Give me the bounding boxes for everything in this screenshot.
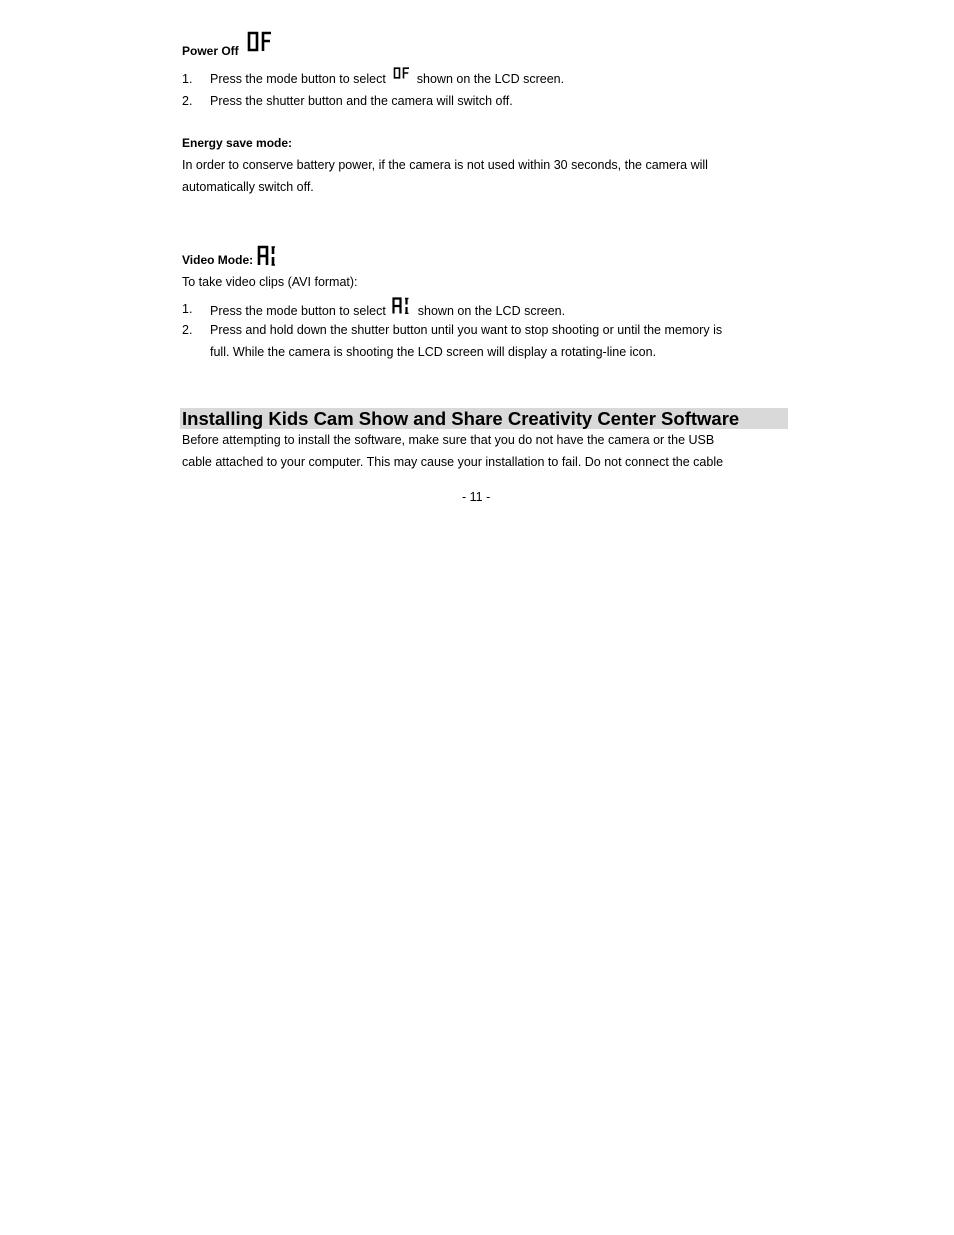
install-line-1: Before attempting to install the software, make sure that you do not have the camera or the USB [182, 433, 715, 447]
power-off-title: Power Off [182, 44, 239, 58]
lcd-ai-icon [257, 245, 278, 271]
step-number: 1. [182, 72, 193, 86]
install-section-heading: Installing Kids Cam Show and Share Creativity Center Software [182, 408, 740, 429]
video-mode-step-2-line-1: Press and hold down the shutter button until you want to stop shooting or until the memory is [210, 323, 723, 337]
video-mode-intro: To take video clips (AVI format): [182, 275, 358, 289]
lcd-of-icon [393, 67, 410, 79]
power-off-step-1: Press the mode button to select shown on the LCD screen. [210, 68, 564, 90]
power-off-step-2: Press the shutter button and the camera will switch off. [210, 94, 513, 108]
video-mode-step-1: Press the mode button to select shown on the LCD screen. [210, 298, 565, 322]
energy-save-title: Energy save mode: [182, 136, 293, 150]
video-mode-title: Video Mode: [182, 253, 254, 267]
install-line-2: cable attached to your computer. This may cause your installation to fail. Do not connect the cable [182, 455, 724, 469]
step-number: 2. [182, 94, 193, 108]
step-number: 1. [182, 302, 193, 316]
lcd-ai-icon [392, 297, 411, 314]
step-number: 2. [182, 323, 193, 337]
energy-save-line-1: In order to conserve battery power, if the camera is not used within 30 seconds, the camera will [182, 158, 708, 172]
video-mode-step-2-line-2: full. While the camera is shooting the LCD screen will display a rotating-line icon. [210, 345, 657, 359]
page-number: - 11 - [462, 490, 491, 504]
lcd-of-icon [247, 31, 273, 57]
energy-save-line-2: automatically switch off. [182, 180, 314, 194]
